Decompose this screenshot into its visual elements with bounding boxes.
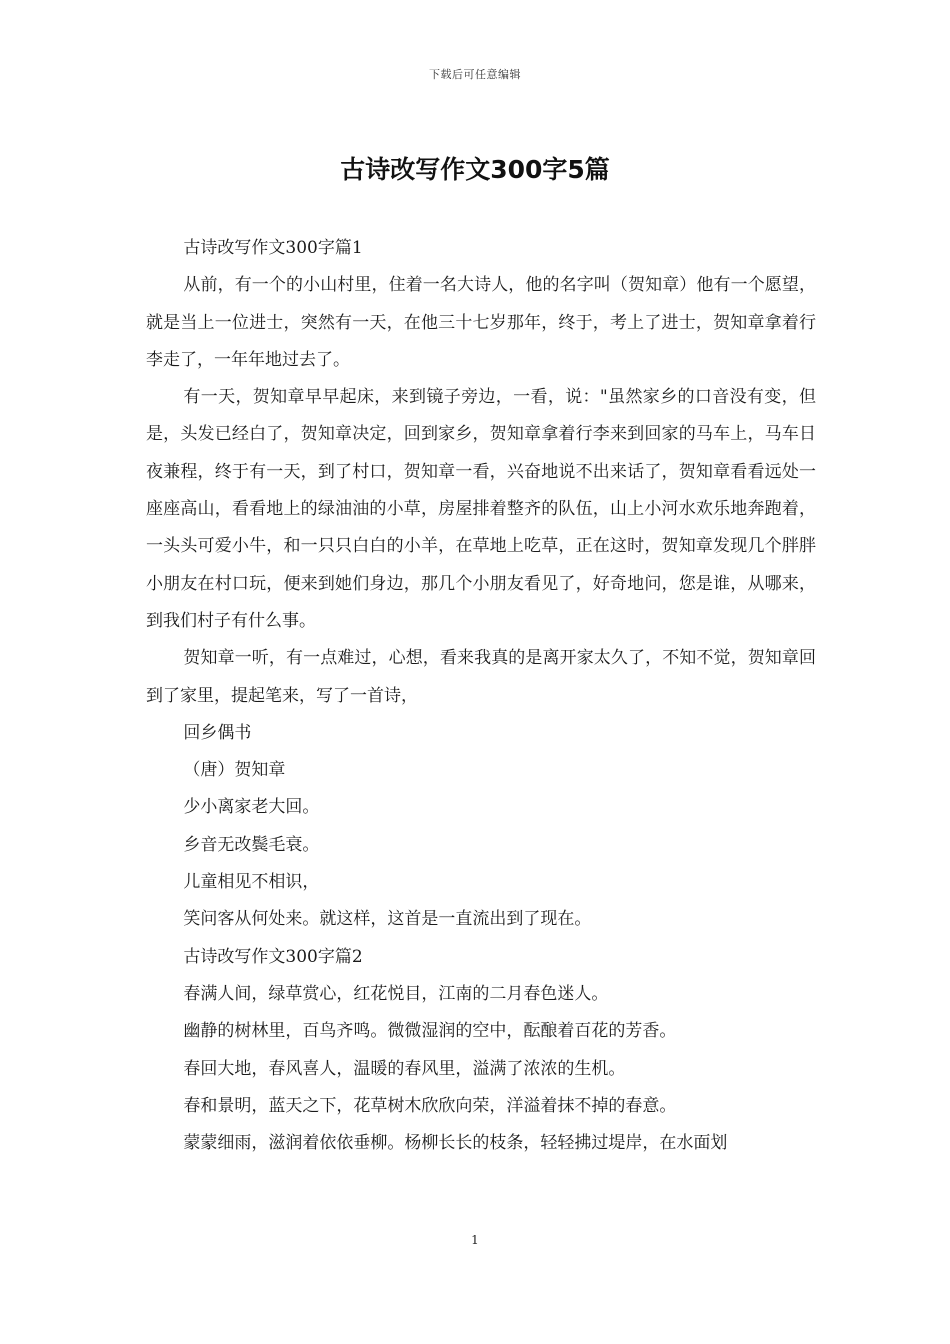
page-number: 1	[471, 1233, 479, 1247]
paragraph: 从前，有一个的小山村里，住着一名大诗人，他的名字叫（贺知章）他有一个愿望，就是当上一位进士，突然有一天，在他三十七岁那年，终于，考上了进士，贺知章拿着行李走了，一年年地过去了。	[146, 275, 816, 370]
section-heading: 古诗改写作文300字篇2	[183, 946, 363, 967]
poem-line: 乡音无改鬓毛衰。	[183, 834, 320, 855]
paragraph: 春回大地，春风喜人，温暖的春风里，溢满了浓浓的生机。	[183, 1058, 626, 1079]
header-note: 下载后可任意编辑	[429, 68, 521, 81]
poem-line: 笑问客从何处来。就这样，这首是一直流出到了现在。	[183, 909, 592, 930]
paragraph: 幽静的树林里，百鸟齐鸣。微微湿润的空中，酝酿着百花的芳香。	[183, 1021, 677, 1042]
paragraph: 春满人间，绿草赏心，红花悦目，江南的二月春色迷人。	[183, 983, 609, 1004]
poem-author: （唐）贺知章	[183, 760, 286, 781]
paragraph: 有一天，贺知章早早起床，来到镜子旁边，一看，说："虽然家乡的口音没有变，但是，头发已经白了，贺知章决定，回到家乡，贺知章拿着行李来到回家的马车上，马车日夜兼程，终于有一天，到了村口，贺知章一看，兴奋地说不出来话了，贺知章看看远处一座座高山，看看地上的绿油油的小草，房屋排着整齐的队伍，山上小河水欢乐地奔跑着，一头头可爱小牛，和一只只白白的小羊，在草地上吃草，正在这时，贺知章发现几个胖胖小朋友在村口玩，便来到她们身边，那几个小朋友看见了，好奇地问，您是谁，从哪来，到我们村子有什么事。	[146, 387, 816, 631]
poem-line: 儿童相见不相识，	[183, 872, 320, 893]
poem-title: 回乡偶书	[183, 722, 252, 743]
paragraph: 春和景明，蓝天之下，花草树木欣欣向荣，洋溢着抹不掉的春意。	[183, 1095, 677, 1116]
section-heading: 古诗改写作文300字篇1	[183, 238, 363, 258]
document-body	[146, 230, 816, 1162]
paragraph: 蒙蒙细雨，滋润着依依垂柳。杨柳长长的枝条，轻轻拂过堤岸，在水面划	[183, 1133, 728, 1154]
poem-line: 少小离家老大回。	[183, 797, 320, 818]
paragraph: 贺知章一听，有一点难过，心想，看来我真的是离开家太久了，不知不觉，贺知章回到了家里，提起笔来，写了一首诗，	[146, 648, 816, 706]
document-title: 古诗改写作文300字5篇	[340, 155, 610, 184]
